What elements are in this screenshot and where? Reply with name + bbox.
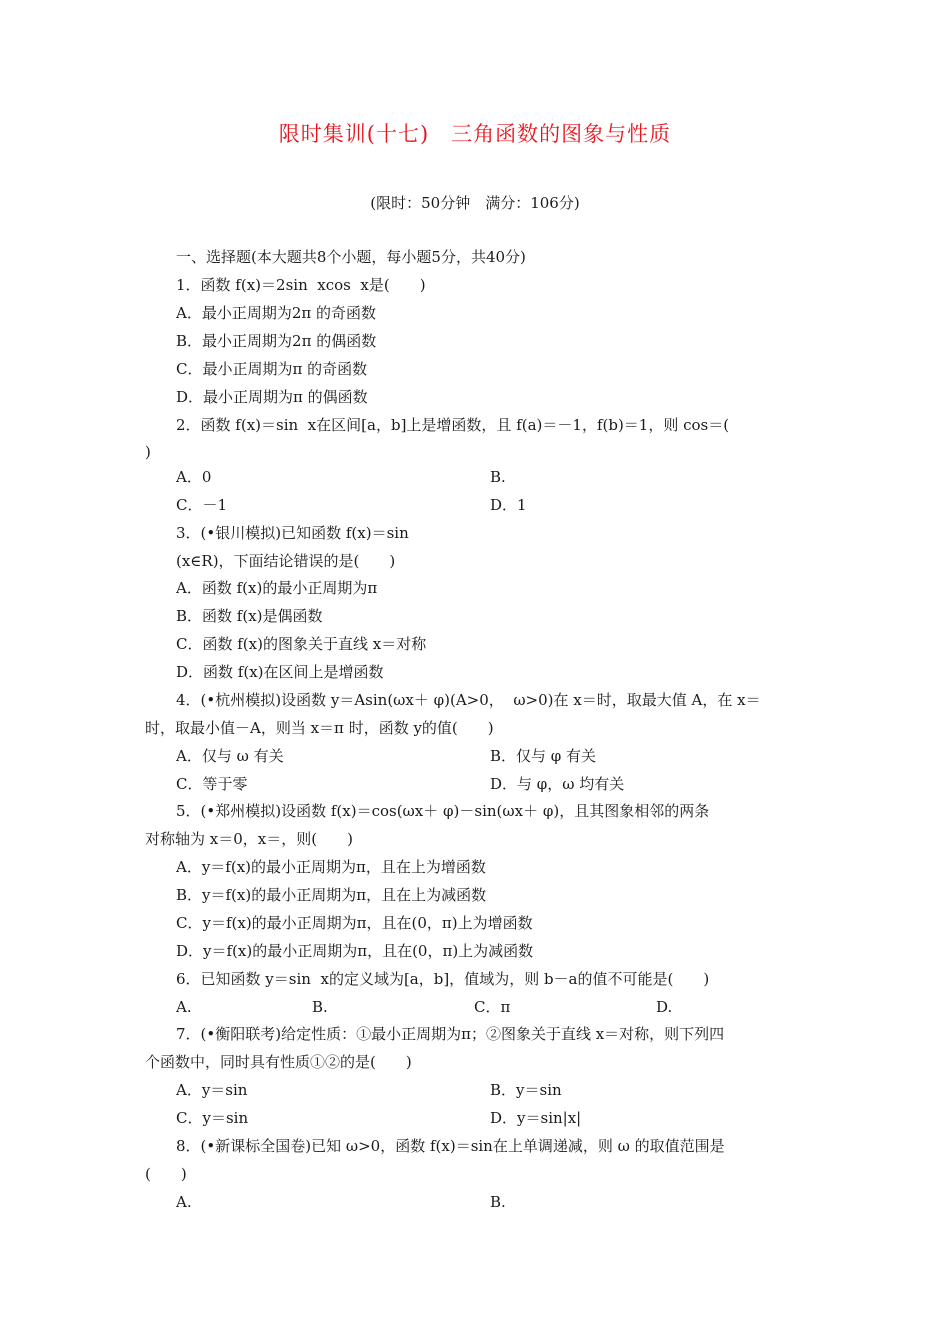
question-8-stem-continued: ( ) xyxy=(145,1165,187,1183)
question-3-stem: 3．(•银川模拟)已知函数 f(x)＝sin xyxy=(176,524,409,542)
question-3-stem-continued: (x∈R)，下面结论错误的是( ) xyxy=(176,552,396,570)
question-5-option-a: A．y＝f(x)的最小正周期为π，且在上为增函数 xyxy=(176,858,486,876)
question-6-option-b: B. xyxy=(312,998,328,1016)
question-7-option-c: C．y＝sin xyxy=(176,1109,249,1127)
question-5-option-c: C．y＝f(x)的最小正周期为π，且在(0，π)上为增函数 xyxy=(176,914,533,932)
question-5-option-b: B．y＝f(x)的最小正周期为π，且在上为减函数 xyxy=(176,886,487,904)
question-6-stem: 6．已知函数 y＝sin x的定义域为[a，b]，值域为，则 b－a的值不可能是( ) xyxy=(176,970,710,988)
question-5-option-d: D．y＝f(x)的最小正周期为π，且在(0，π)上为减函数 xyxy=(176,942,534,960)
question-4-option-a: A．仅与 ω 有关 xyxy=(176,747,284,765)
question-3-option-c: C．函数 f(x)的图象关于直线 x＝对称 xyxy=(176,635,427,653)
exam-info: (限时：50分钟 满分：106分) xyxy=(370,194,580,212)
question-4-stem: 4．(•杭州模拟)设函数 y＝Asin(ωx＋ φ)(A>0， ω>0)在 x＝时，取最大值 A，在 x＝ xyxy=(176,691,761,709)
page-title: 限时集训(十七) 三角函数的图象与性质 xyxy=(278,122,672,146)
question-8-option-b: B. xyxy=(490,1193,506,1211)
question-7-stem-continued: 个函数中，同时具有性质①②的是( ) xyxy=(145,1053,412,1071)
question-8-option-a: A. xyxy=(176,1193,192,1211)
question-6-option-c: C．π xyxy=(474,998,511,1016)
question-7-option-b: B．y＝sin xyxy=(490,1081,562,1099)
question-4-option-b: B．仅与 φ 有关 xyxy=(490,747,597,765)
question-2-option-a: A．0 xyxy=(176,468,212,486)
question-4-option-d: D．与 φ，ω 均有关 xyxy=(490,775,625,793)
question-4-stem-continued: 时，取最小值－A，则当 x＝π 时，函数 y的值( ) xyxy=(145,719,494,737)
question-7-option-a: A．y＝sin xyxy=(176,1081,248,1099)
question-2-stem: 2．函数 f(x)＝sin x在区间[a，b]上是增函数，且 f(a)＝－1，f(b)＝1，则 cos＝( xyxy=(176,416,730,434)
question-2-stem-continued: ) xyxy=(145,443,151,461)
question-5-stem-continued: 对称轴为 x＝0，x＝，则( ) xyxy=(145,830,353,848)
question-1-stem: 1．函数 f(x)＝2sin xcos x是( ) xyxy=(176,276,426,294)
question-3-option-d: D．函数 f(x)在区间上是增函数 xyxy=(176,663,384,681)
question-2-option-d: D．1 xyxy=(490,496,527,514)
question-6-option-d: D. xyxy=(656,998,673,1016)
question-7-stem: 7．(•衡阳联考)给定性质：①最小正周期为π；②图象关于直线 x＝对称，则下列四 xyxy=(176,1025,725,1043)
question-2-option-b: B. xyxy=(490,468,506,486)
question-5-stem: 5．(•郑州模拟)设函数 f(x)＝cos(ωx＋ φ)－sin(ωx＋ φ)，且其图象相邻的两条 xyxy=(176,802,710,820)
question-1-option-b: B．最小正周期为2π 的偶函数 xyxy=(176,332,377,350)
question-3-option-b: B．函数 f(x)是偶函数 xyxy=(176,607,323,625)
question-1-option-d: D．最小正周期为π 的偶函数 xyxy=(176,388,368,406)
question-1-option-a: A．最小正周期为2π 的奇函数 xyxy=(176,304,377,322)
question-7-option-d: D．y＝sin|x| xyxy=(490,1109,582,1127)
section-heading: 一、选择题(本大题共8个小题，每小题5分，共40分) xyxy=(176,248,526,266)
question-2-option-c: C．－1 xyxy=(176,496,228,514)
question-8-stem: 8．(•新课标全国卷)已知 ω>0，函数 f(x)＝sin在上单调递减，则 ω 的取值范围是 xyxy=(176,1137,725,1155)
question-4-option-c: C．等于零 xyxy=(176,775,248,793)
question-3-option-a: A．函数 f(x)的最小正周期为π xyxy=(176,579,378,597)
question-6-option-a: A. xyxy=(176,998,192,1016)
question-1-option-c: C．最小正周期为π 的奇函数 xyxy=(176,360,368,378)
